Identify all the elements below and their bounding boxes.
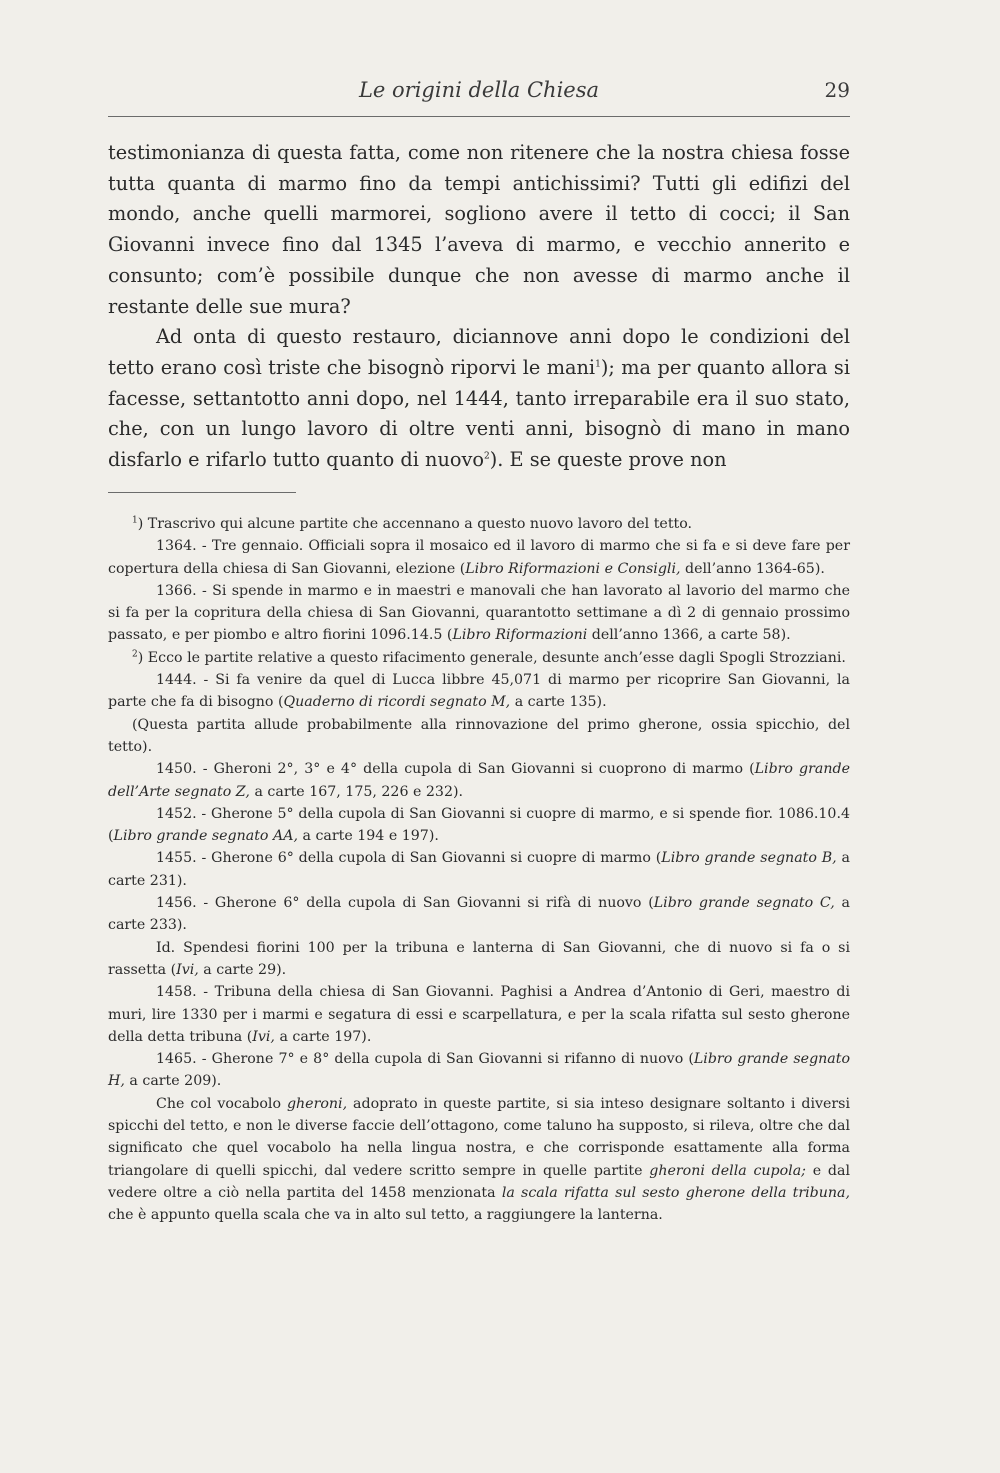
footnote-marker: 2 [132,649,138,660]
footnote-entry [108,669,850,714]
footnote-entry [108,937,850,982]
body-text [108,138,850,476]
body-paragraph [108,322,850,476]
text-run: ) Ecco le partite relative a questo rifacimento generale, desunte anch’esse dagli Spogli Strozziani. [137,649,846,666]
page-number: 29 [824,78,850,102]
header-rule [108,116,850,117]
text-run: Id. Spendesi fiorini 100 per la tribuna e lanterna di San Giovanni, che di nuovo si fa o si rassetta ( [108,939,850,978]
text-run: a carte 29). [198,961,287,978]
footnote-entry [108,714,850,759]
italic-text: Libro grande segnato H, [108,1051,850,1090]
text-run: 1366. - Si spende in marmo e in maestri e manovali che han lavorato al lavorio del marmo che si fa per la copritura della chiesa di San Giovanni, quarantotto settimane a dì 2 di gennaio prossimo passato, e per piombo e altro fiorini 1096.14.5 ( [108,582,850,644]
footnote-entry [108,513,850,535]
italic-text: Libro grande dell’Arte segnato Z, [108,761,850,800]
text-run: 1364. - Tre gennaio. Officiali sopra il mosaico ed il lavoro di marmo che si fa e si deve fare per copertura della chiesa di San Giovanni, elezione ( [108,538,850,577]
text-run: ); ma per quanto allora si facesse, settantotto anni dopo, nel 1444, tanto irreparabile era il suo stato, che, con un lungo lavoro di oltre venti anni, bisognò di mano in mano disfarlo e rifarlo tutto quanto di nuovo [108,355,850,472]
footnotes [108,513,850,1227]
italic-text: Libro grande segnato C, [653,895,835,912]
text-run: a carte 135). [510,694,607,711]
text-run: adoprato in queste partite, si sia inteso designare soltanto i diversi spicchi del tetto, e non le diverse faccie dell’ottagono, come taluno ha supposto, si rileva, oltre che dal significato che quel vocabolo ha nella lingua nostra, e che corrisponde esattamente alla forma triangolare di quelli spicchi, dal vedere scritto sempre in quelle partite [108,1095,850,1179]
footnote-entry [108,758,850,803]
footnote-entry [108,580,850,647]
text-run: 1465. - Gherone 7° e 8° della cupola di San Giovanni si rifanno di nuovo ( [156,1051,694,1068]
text-run: Ad onta di questo restauro, diciannove anni dopo le condizioni del tetto erano così triste che bisognò riporvi le mani [108,325,850,379]
footnote-entry [108,981,850,1048]
italic-text: Libro grande segnato AA, [113,828,298,845]
text-run: a carte 209). [124,1073,222,1090]
text-run: che è appunto quella scala che va in alto sul tetto, a raggiungere la lanterna. [108,1207,663,1224]
text-run: 1450. - Gheroni 2°, 3° e 4° della cupola di San Giovanni si cuoprono di marmo ( [156,761,755,778]
footnote-entry [108,892,850,937]
text-run: 1452. - Gherone 5° della cupola di San Giovanni si cuopre di marmo, e si spende fior. 1086.10.4 ( [108,805,850,845]
footnote-entry [108,1048,850,1093]
text-run: dell’anno 1364-65). [680,560,825,577]
running-header [108,78,850,112]
footnote-marker: 1 [595,359,601,370]
italic-text: Libro Riformazioni e Consigli, [465,560,681,577]
italic-text: Libro Riformazioni [452,627,588,644]
footnote-entry [108,847,850,892]
text-run: Che col vocabolo [156,1095,287,1112]
footnote-entry [108,1093,850,1227]
text-run: 1456. - Gherone 6° della cupola di San Giovanni si rifà di nuovo ( [156,895,654,912]
text-run: a carte 231). [108,850,851,889]
text-run: ) Trascrivo qui alcune partite che accennano a questo nuovo lavoro del tetto. [137,516,693,532]
italic-text: la scala rifatta sul sesto gherone della tribuna, [501,1184,850,1201]
italic-text: gheroni, [286,1095,348,1112]
italic-text: Ivi, [176,961,199,978]
text-run: a carte 233). [108,895,851,934]
text-run: testimonianza di questa fatta, come non ritenere che la nostra chiesa fosse tutta quanta di marmo fino da tempi antichissimi? Tutti gli edifizi del mondo, anche quelli marmorei, sogliono avere il tetto di cocci; il San Giovanni invece fino dal 1345 l’aveva di marmo, e vecchio annerito e consunto; com’è possibile dunque che non avesse di marmo anche il restante delle sue mura? [108,141,850,318]
footnote-entry [108,535,850,580]
text-run: 1458. - Tribuna della chiesa di San Giovanni. Paghisi a Andrea d’Antonio di Geri, maestro di muri, lire 1330 per i marmi e segatura di essi e scarpellatura, e per la scala rifatta sul sesto gherone della detta tribuna ( [108,984,850,1045]
footnote-marker: 1 [132,515,138,526]
italic-text: Libro grande segnato B, [661,850,837,867]
body-paragraph [108,138,850,322]
text-run: (Questa partita allude probabilmente alla rinnovazione del primo gherone, ossia spicchio, del tetto). [108,716,850,755]
text-run: a carte 167, 175, 226 e 232). [249,783,464,800]
text-run: a carte 197). [274,1028,372,1045]
footnote-entry [108,647,850,669]
text-run: a carte 194 e 197). [297,828,439,845]
italic-text: gheroni della cupola; [649,1162,806,1179]
italic-text: Quaderno di ricordi segnato M, [283,694,511,711]
footnote-separator [108,492,296,493]
footnote-entry [108,803,850,848]
text-run: 1455. - Gherone 6° della cupola di San Giovanni si cuopre di marmo ( [156,850,662,867]
footnote-marker: 2 [483,451,490,462]
italic-text: Ivi, [252,1028,275,1045]
text-run: 1444. - Si fa venire da quel di Lucca libbre 45,071 di marmo per ricoprire San Giovanni, la parte che fa di bisogno ( [108,672,850,711]
running-title: Le origini della Chiesa [358,78,600,102]
text-run: ). E se queste prove non [489,448,727,472]
text-run: e dal vedere oltre a ciò nella partita del 1458 menzionata [108,1162,850,1201]
text-run: dell’anno 1366, a carte 58). [587,627,791,644]
